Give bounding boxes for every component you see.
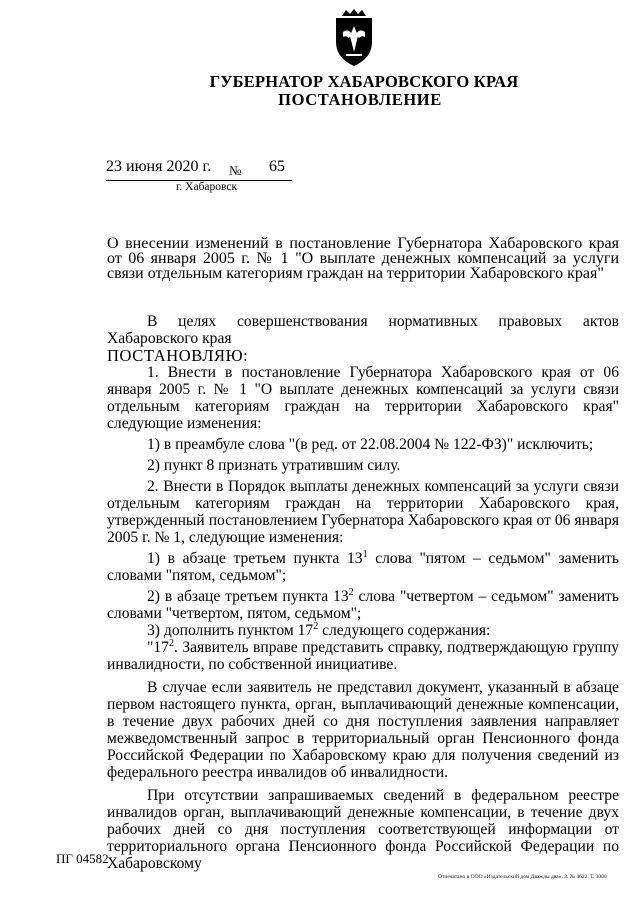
item-2-sub-3: 3) дополнить пунктом $17^2$ следующего содержания: bbox=[147, 620, 491, 639]
decree-word: ПОСТАНОВЛЯЮ: bbox=[107, 346, 249, 365]
printing-imprint: Отпечатано в ООО «Издательский дом Дважды два». З. № 4622. Т. 3000 bbox=[438, 874, 607, 880]
item-1-sub-2: 2) пункт 8 признать утратившим силу. bbox=[147, 457, 401, 474]
item-2-sub-1: 1) в абзаце третьем пункта $13^1$ слова "пятом – седьмом" заменить словами "пятом, седьмом"; bbox=[107, 548, 619, 584]
document-city: г. Хабаровск bbox=[176, 181, 238, 193]
preamble: В целях совершенствования нормативных правовых актов Хабаровского края bbox=[107, 313, 619, 347]
item-1-sub-1: 1) в преамбуле слова "(в ред. от 22.08.2004 № 122-ФЗ)" исключить; bbox=[147, 436, 594, 453]
document-subject: О внесении изменений в постановление Губернатора Хабаровского края от 06 января 2005 г. № 1 "О выплате денежных компенсаций за услуги связи отдельным категориям граждан на территории Хабаровского края" bbox=[107, 235, 619, 282]
quoted-paragraph-3: При отсутствии запрашиваемых сведений в федеральном реестре инвалидов орган, выплачивающий денежные компенсации, в течение двух рабочих дней со дня поступления соответствующей информации от территориального органа Пенсионного фонда Российской Федерации по Хабаровскому bbox=[107, 787, 619, 872]
footer-code: ПГ 04582 bbox=[56, 851, 109, 866]
coat-of-arms-icon bbox=[328, 8, 380, 68]
item-2-sub-2: 2) в абзаце третьем пункта $13^2$ слова "четвертом – седьмом" заменить словами "четвертом, пятом, седьмом"; bbox=[107, 586, 619, 622]
document-body bbox=[107, 313, 619, 872]
document-date: 23 июня 2020 г. bbox=[106, 158, 212, 175]
issuing-authority: ГУБЕРНАТОР ХАБАРОВСКОГО КРАЯ bbox=[209, 72, 519, 91]
quoted-paragraph-2: В случае если заявитель не представил документ, указанный в абзаце первом настоящего пункта, орган, выплачивающий денежные компенсации, в течение двух рабочих дней со дня поступления заявления направляет межведомственный запрос в территориальный орган Пенсионного фонда Российской Федерации по Хабаровскому краю для получения сведений из федерального реестра инвалидов об инвалидности. bbox=[107, 679, 619, 781]
item-2: 2. Внести в Порядок выплаты денежных компенсаций за услуги связи отдельным категориям граждан на территории Хабаровского края, утвержденный постановлением Губернатора Хабаровского края от 06 января 2005 г. № 1, следующие изменения: bbox=[107, 478, 619, 546]
number-sign: № bbox=[229, 163, 242, 178]
document-number: 65 bbox=[269, 158, 285, 175]
item-1: 1. Внести в постановление Губернатора Хабаровского края от 06 января 2005 г. № 1 "О выплате денежных компенсаций за услуги связи отдельным категориям граждан на территории Хабаровского края" следующие изменения: bbox=[107, 364, 619, 432]
document-type: ПОСТАНОВЛЕНИЕ bbox=[278, 90, 442, 109]
quoted-paragraph-1: "$17^2$. Заявитель вправе представить справку, подтверждающую группу инвалидности, по собственной инициативе. bbox=[107, 637, 619, 673]
